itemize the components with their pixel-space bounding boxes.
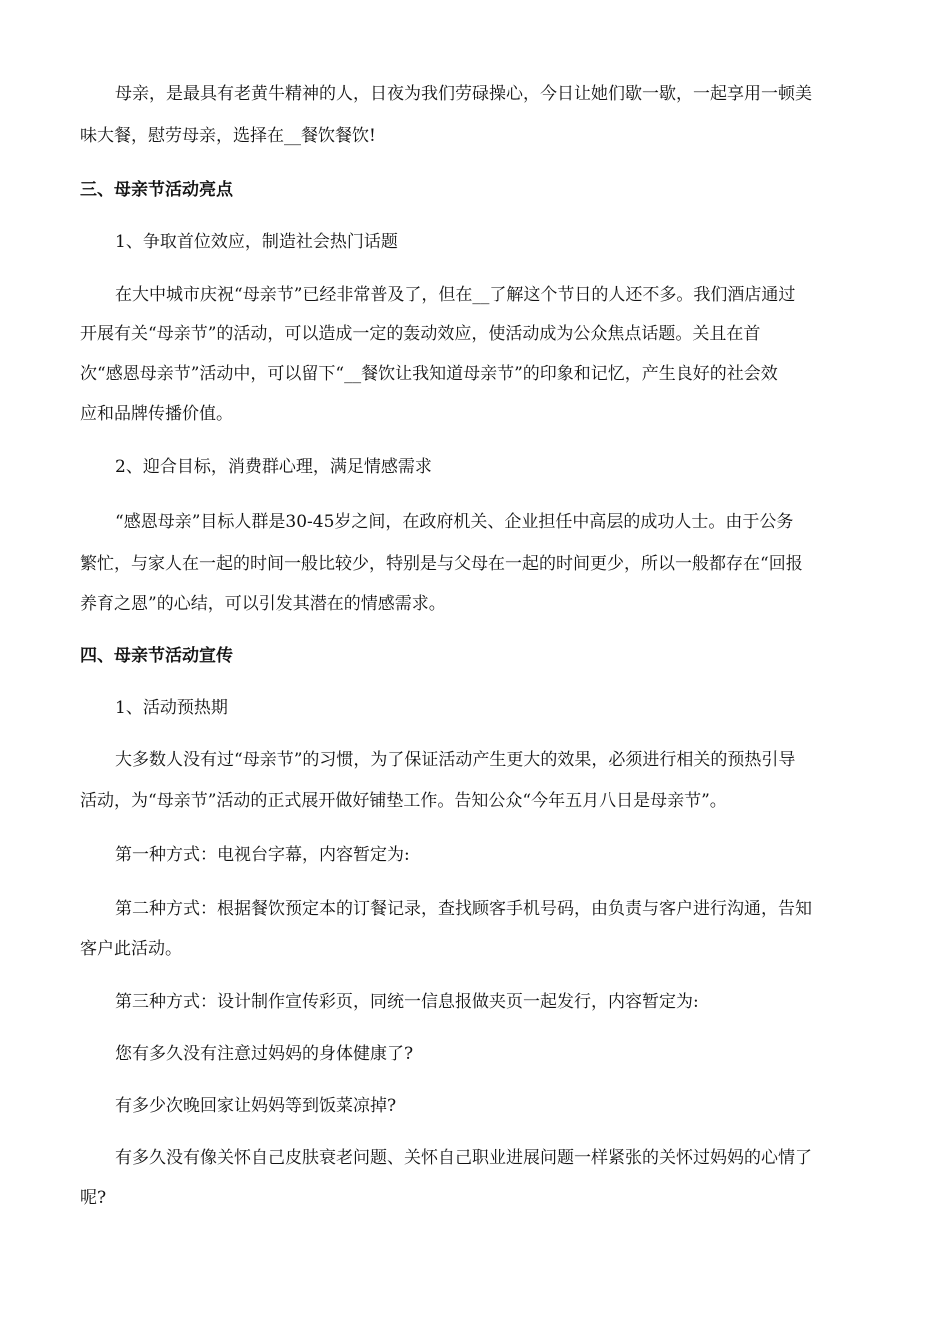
section-3-point-1-body-line: 次“感恩母亲节”活动中，可以留下“__餐饮让我知道母亲节”的印象和记忆，产生良好的社会效: [80, 364, 778, 384]
promo-question: 有多少次晚回家让妈妈等到饭菜凉掉?: [115, 1096, 397, 1116]
promo-question: 有多久没有像关怀自己皮肤衰老问题、关怀自己职业进展问题一样紧张的关怀过妈妈的心情了: [115, 1148, 812, 1168]
section-4-heading: 四、母亲节活动宣传: [80, 646, 233, 666]
section-3-point-1-title: 1、争取首位效应，制造社会热门话题: [115, 232, 398, 252]
section-4-point-1-body-line: 大多数人没有过“母亲节”的习惯，为了保证活动产生更大的效果，必须进行相关的预热引导: [115, 750, 796, 770]
section-3-point-1-body-line: 开展有关“母亲节”的活动，可以造成一定的轰动效应，使活动成为公众焦点话题。关且在首: [80, 324, 761, 344]
intro-line-1: 母亲，是最具有老黄牛精神的人，日夜为我们劳碌操心，今日让她们歇一歇，一起享用一顿美: [115, 84, 812, 104]
section-3-point-2-body-line: 养育之恩”的心结，可以引发其潜在的情感需求。: [80, 594, 446, 614]
promotion-way-1: 第一种方式：电视台字幕，内容暂定为:: [115, 845, 410, 865]
intro-line-2: 味大餐，慰劳母亲，选择在__餐饮餐饮!: [80, 126, 376, 146]
promotion-way-2-line: 第二种方式：根据餐饮预定本的订餐记录，查找顾客手机号码，由负责与客户进行沟通，告知: [115, 899, 812, 919]
promotion-way-2-line: 客户此活动。: [80, 939, 182, 959]
section-3-point-1-body-line: 应和品牌传播价值。: [80, 404, 233, 424]
promo-question-continuation: 呢?: [80, 1188, 107, 1208]
section-3-point-1-body-line: 在大中城市庆祝“母亲节”已经非常普及了，但在__了解这个节日的人还不多。我们酒店通过: [115, 285, 796, 305]
section-3-heading: 三、母亲节活动亮点: [80, 180, 233, 200]
section-3-point-2-body-line: “感恩母亲”目标人群是30-45岁之间，在政府机关、企业担任中高层的成功人士。由于公务: [115, 512, 794, 532]
promotion-way-3: 第三种方式：设计制作宣传彩页，同统一信息报做夹页一起发行，内容暂定为:: [115, 992, 699, 1012]
promo-question: 您有多久没有注意过妈妈的身体健康了?: [115, 1044, 414, 1064]
section-3-point-2-title: 2、迎合目标，消费群心理，满足情感需求: [115, 457, 432, 477]
section-4-point-1-body-line: 活动，为“母亲节”活动的正式展开做好铺垫工作。告知公众“今年五月八日是母亲节”。: [80, 791, 727, 811]
section-3-point-2-body-line: 繁忙，与家人在一起的时间一般比较少，特别是与父母在一起的时间更少，所以一般都存在“回报: [80, 554, 803, 574]
section-4-point-1-title: 1、活动预热期: [115, 698, 228, 718]
